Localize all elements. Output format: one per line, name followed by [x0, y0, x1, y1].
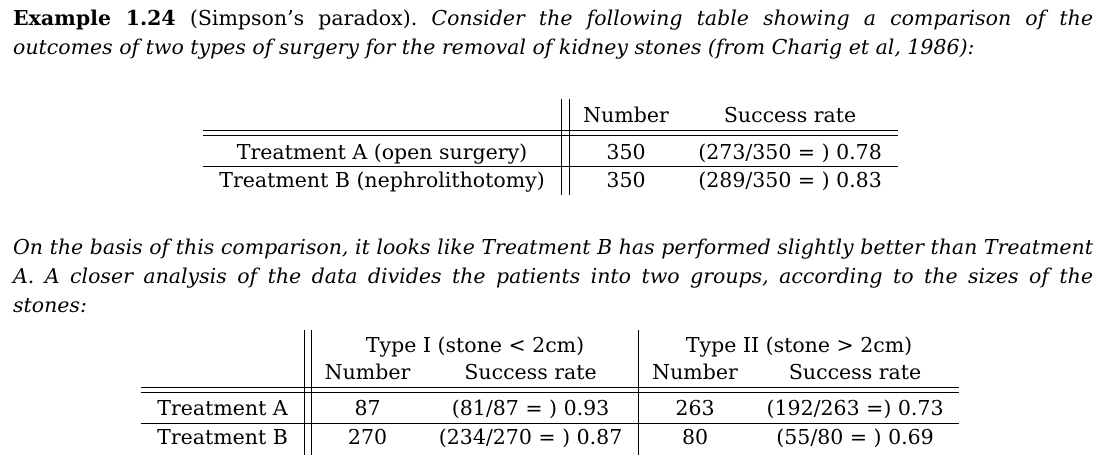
- example-label: Example 1.24: [13, 6, 176, 30]
- number-cell: 270: [347, 425, 388, 449]
- rate-cell: (234/270 = ) 0.87: [438, 425, 623, 449]
- sub-header-success-rate: Success rate: [464, 360, 597, 384]
- example-paragraph: [13, 4, 1093, 62]
- number-cell: 80: [681, 425, 709, 449]
- number-cell: 87: [354, 396, 381, 420]
- rate-cell: (81/87 = ) 0.93: [451, 396, 610, 420]
- table-top-rule: [141, 387, 959, 388]
- number-cell: 350: [606, 168, 646, 192]
- number-cell: 263: [675, 396, 715, 420]
- rate-cell: (273/350 = ) 0.78: [698, 140, 882, 164]
- example-name: (Simpson’s paradox).: [189, 6, 418, 30]
- row-label: Treatment A: [157, 396, 288, 420]
- table-top-rule: [203, 130, 898, 131]
- rate-cell: (55/80 = ) 0.69: [776, 425, 934, 449]
- sub-header-number: Number: [324, 360, 411, 384]
- sub-header-number: Number: [652, 360, 738, 384]
- example-text: Consider the following table showing a comparison of the outcomes of two types of surgery for the removal of kidney stones (from Charig et al, 1986):: [13, 6, 1093, 59]
- rate-cell: (192/263 =) 0.73: [766, 396, 944, 420]
- row-label: Treatment B (nephrolithotomy): [219, 168, 545, 192]
- column-header-success-rate: Success rate: [723, 103, 857, 127]
- table-top-rule: [203, 135, 898, 136]
- table-top-rule: [141, 392, 959, 393]
- group-header-type-2: Type II (stone > 2cm): [685, 333, 913, 357]
- number-cell: 350: [606, 140, 646, 164]
- column-header-number: Number: [583, 103, 669, 127]
- analysis-paragraph: On the basis of this comparison, it looks like Treatment B has performed slightly better than Treatment A. A closer analysis of the data divides the patients into two groups, according to the sizes of the stones:: [13, 235, 1093, 317]
- group-header-type-1: Type I (stone < 2cm): [365, 333, 585, 357]
- sub-header-success-rate: Success rate: [788, 360, 922, 384]
- table-double-rule: [561, 99, 562, 195]
- row-label: Treatment B: [157, 425, 288, 449]
- row-label: Treatment A (open surgery): [236, 140, 528, 164]
- rate-cell: (289/350 = ) 0.83: [698, 168, 882, 192]
